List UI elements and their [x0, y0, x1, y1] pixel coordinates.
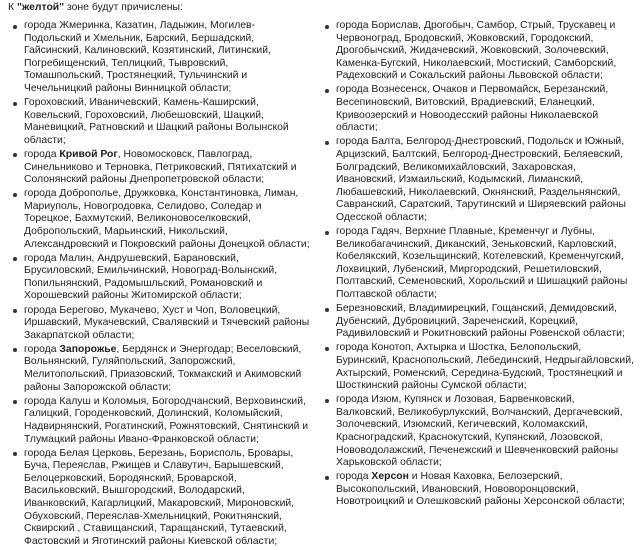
bullet-icon: [13, 102, 17, 106]
intro-before: К: [8, 2, 17, 13]
list-item: [10, 253, 310, 303]
list-item: [10, 344, 310, 394]
list-item-highlight: Херсон: [371, 471, 409, 483]
list-item-text: города Конотоп, Ахтырка и Шостка, Белопольский, Буринский, Краснопольский, Лебединский, Недрыгайловский, Ахтырский, Роменский, Середина-Будский, Тростянецкий и Шосткинский районы Сумской области;: [336, 342, 634, 392]
list-item-text: города Жмеринка, Казатин, Ладыжин, Могилев-Подольский и Хмельник, Барский, Бершадский, Гайсинский, Калиновский, Козятинский, Литинский, Погребищенский, Теплицкий, Тывровский, Томашпольский, Тростянецкий, Тульчинский и Чечельницкий районы Винницкой области;: [24, 20, 271, 94]
list-item: [10, 305, 310, 343]
list-item-text: , Новомосковск, Павлоград, Синельниково и Терновка, Петриковский, Пятихатский и Солонянский районы Днепропетровской области;: [24, 148, 297, 186]
list-item: [322, 303, 634, 341]
list-item-text: города Берегово, Мукачево, Хуст и Чоп, Воловецкий, Иршавский, Мукачевский, Свалявский и Тячевский районы Закарпатской области;: [24, 304, 310, 341]
bullet-icon: [13, 452, 17, 456]
list-item: [322, 342, 634, 392]
list-item-text: города Белая Церковь, Березань, Борисполь, Бровары, Буча, Переяслав, Ржищев и Славутич, Барышевский, Белоцерковский, Бородянский, Броварской, Васильковский, Вышгородский, Володарский, Иванковский, Кагарлицкий, Макаровский, Мироновский, Обуховский, Переяслав-Хмельницкий, Рокитнянский, Сквирский , Ставищанский, Таращанский, Тутаевский, Фастовский и Яготинский районы Киевской области;: [24, 447, 295, 547]
list-item: [322, 471, 634, 509]
intro-after: зоне будут причислены:: [64, 2, 183, 13]
bullet-icon: [325, 308, 329, 312]
list-item-text: города: [336, 471, 372, 483]
left-column-list: [10, 20, 310, 550]
bullet-icon: [325, 141, 329, 145]
list-item-text: и Новая Каховка, Белозерский, Высокопольский, Ивановский, Нововоронцовский, Новотроицкий и Олешковский районы Херсонской области;: [336, 471, 625, 508]
list-item: [10, 149, 310, 187]
bullet-icon: [325, 347, 329, 351]
bullet-icon: [325, 231, 329, 235]
list-item: [10, 20, 310, 96]
bullet-icon: [13, 193, 17, 197]
right-column-list: [322, 20, 634, 511]
bullet-icon: [325, 25, 329, 29]
list-item-text: Гороховский, Иваничевский, Камень-Каширский, Ковельский, Гороховский, Любешовский, Шацкий, Маневицкий, Ратновский и Шацкий районы Волынской области;: [24, 97, 289, 146]
bullet-icon: [13, 257, 17, 261]
list-item-highlight: Запорожье: [59, 343, 117, 355]
list-item-text: города Изюм, Купянск и Лозовая, Барвенковский, Валковский, Великобурлукский, Волчанский, Дергачевский, Золочевский, Изюмский, Кегичевский, Коломакский, Красноградский, Краснокутский, Купянский, Лозовской, Нововодолажский, Печенежский и Шевченковский районы Харьковской области;: [336, 394, 623, 469]
list-item: [322, 226, 634, 302]
bullet-icon: [325, 89, 329, 93]
list-item-text: города Гадяч, Верхние Плавные, Кременчуг и Лубны, Великобагачинский, Диканский, Зеньковский, Карловский, Кобелякский, Козельщинский, Котелевский, Кременчугский, Лохвицкий, Лубенский, Миргородский, Решетиловский, Полтавский, Семеновский, Хорольский и Шишацкий районы Полтавской области;: [336, 226, 628, 300]
list-item: [322, 20, 634, 83]
bullet-icon: [13, 309, 17, 313]
list-item: [322, 136, 634, 224]
list-item-text: города Вознесенск, Очаков и Первомайск, Березанский, Весепиновский, Витовский, Врадиевский, Еланецкий, Кривоозерский и Новоодесский районы Николаевской области;: [336, 84, 609, 134]
list-item-text: города Балта, Белгород-Днестровский, Подольск и Южный, Арцизский, Балтский, Белгород-Днестровский, Беляевский, Болградский, Великомихайловский, Захаровская, Ивановский, Измаильский, Кодымский, Лиманский, Любашевский, Николаевский, Окнянский, Раздельнянский, Савранский, Саратский, Тарутинский и Ширяевский районы Одесской области;: [336, 136, 626, 223]
list-item-highlight: Кривой Рог: [59, 148, 118, 160]
list-item-text: города Доброполье, Дружковка, Константиновка, Лиман, Мариуполь, Новогродовка, Селидово, Соледар и Торецкое, Бахмутский, Великоновоселковский, Добропольский, Марьинский, Никольский, Александровский и Покровский районы Донецкой области;: [24, 188, 310, 250]
list-item-text: города Калуш и Коломыя, Богородчанский, Верховинский, Галицкий, Городенковский, Долинский, Коломыйский, Надвирнянский, Рогатинский, Рожнятовский, Снятинский и Тлумацкий районы Ивано-Франковской области;: [24, 395, 309, 445]
list-item: [10, 448, 310, 549]
list-item: [10, 97, 310, 147]
bullet-icon: [13, 25, 17, 29]
list-item-text: , Бердянск и Энергодар; Веселовский, Вольнянский, Гуляйпольский, Запорожский, Мелитопольский, Приазовский, Токмакский и Акимовский районы Запорожской области;: [24, 343, 302, 393]
list-item-text: города: [24, 148, 60, 160]
list-item-text: города: [24, 343, 60, 355]
bullet-icon: [13, 348, 17, 352]
list-item: [322, 84, 634, 134]
bullet-icon: [325, 399, 329, 403]
intro-zone-name: "желтой": [16, 2, 65, 13]
list-item: [10, 188, 310, 251]
list-item-text: города Малин, Андрушевский, Барановский, Брусиловский, Емильчинский, Новоград-Волынский, Попильнянский, Радомышльский, Романовский и Хорошевский районы Житомирской области;: [24, 252, 278, 302]
list-item: [10, 396, 310, 446]
intro-line: [8, 2, 628, 15]
list-item-text: Березновский, Владимирецкий, Гощанский, Демидовский, Дубенский, Дубровицкий, Зареченский, Корецкий, Радивиловский и Рокитновский районы Ровенской области;: [336, 303, 625, 340]
bullet-icon: [13, 400, 17, 404]
list-item: [322, 394, 634, 470]
bullet-icon: [325, 476, 329, 480]
list-item-text: города Борислав, Дрогобыч, Самбор, Стрый, Трускавец и Червоноград, Бродовский, Жовковский, Городокский, Дрогобычский, Жидачевский, Жовковский, Золочевский, Каменка-Бугский, Николаевский, Мостиский, Самборский, Радеховский и Сокальский районы Львовской области;: [336, 20, 617, 82]
bullet-icon: [13, 153, 17, 157]
